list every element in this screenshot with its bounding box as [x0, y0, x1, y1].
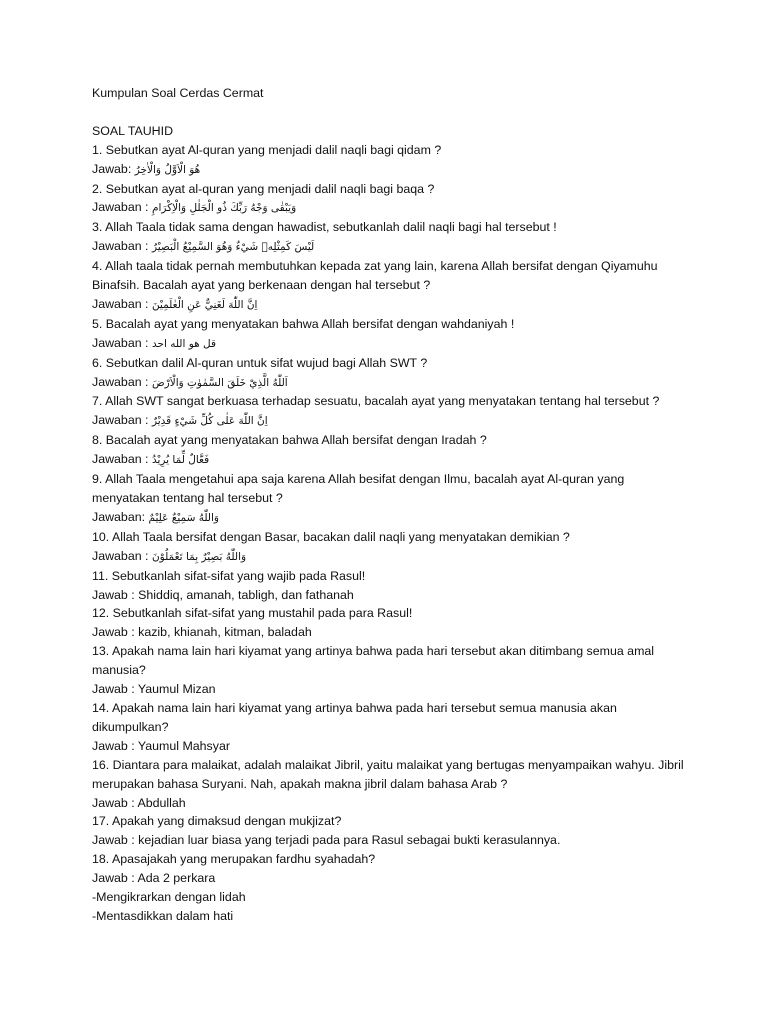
question-8: 8. Bacalah ayat yang menyatakan bahwa Allah bersifat dengan Iradah ?: [92, 433, 487, 448]
arabic-verse: وَاللّٰهُ بَصِيْرٌ بِمَا تَعْمَلُوْنَ: [151, 550, 247, 563]
question-9: 9. Allah Taala mengetahui apa saja karena Allah besifat dengan Ilmu, bacalah ayat Al-quran yang menyatakan tentang hal tersebut ?: [92, 472, 625, 506]
answer-1: [92, 160, 692, 180]
question-14: 14. Apakah nama lain hari kiyamat yang artinya bahwa pada hari tersebut semua manusia akan dikumpulkan?: [92, 700, 617, 734]
arabic-verse: وَيَبْقٰى وَجْهُ رَبِّكَ ذُو الْجَلٰلِ وَالْاِكْرَامِ: [151, 202, 297, 215]
arabic-verse: قل هو الله احد: [151, 337, 217, 350]
arabic-verse: اَللّٰهُ الَّذِيْ خَلَقَ السَّمٰوٰتِ وَالْاَرْضَ: [151, 376, 288, 389]
answer-9: [92, 508, 692, 528]
list-item: -Mengikrarkan dengan lidah: [92, 890, 246, 905]
answer-11: Jawab : Shiddiq, amanah, tabligh, dan fathanah: [92, 587, 354, 602]
answer-13: Jawab : Yaumul Mizan: [92, 682, 216, 697]
list-item: -Mentasdikkan dalam hati: [92, 908, 234, 923]
answer-17: Jawab : kejadian luar biasa yang terjadi pada para Rasul sebagai bukti kerasulannya.: [92, 833, 561, 848]
question-1: 1. Sebutkan ayat Al-quran yang menjadi dalil naqli bagi qidam ?: [92, 142, 442, 157]
arabic-verse: اِنَّ اللّٰهَ عَلٰى كُلِّ شَيْءٍ قَدِيْرٌ: [151, 415, 268, 428]
arabic-verse: وَاللّٰهُ سَمِيْعٌ عَلِيْمٌ: [148, 511, 219, 524]
question-7: 7. Allah SWT sangat berkuasa terhadap sesuatu, bacalah ayat yang menyatakan tentang hal tersebut ?: [92, 394, 660, 409]
question-4: 4. Allah taala tidak pernah membutuhkan kepada zat yang lain, karena Allah bersifat dengan Qiyamuhu Binafsih. Bacalah ayat yang berkenaan dengan hal tersebut ?: [92, 259, 658, 293]
answer-5: [92, 334, 692, 354]
document-title: Kumpulan Soal Cerdas Cermat: [92, 86, 264, 100]
answer-3: [92, 237, 692, 257]
blank-line: [92, 103, 692, 122]
answer-14: Jawab : Yaumul Mahsyar: [92, 738, 230, 753]
question-12: 12. Sebutkanlah sifat-sifat yang mustahil pada para Rasul!: [92, 606, 413, 621]
question-6: 6. Sebutkan dalil Al-quran untuk sifat wujud bagi Allah SWT ?: [92, 355, 428, 370]
answer-4: [92, 295, 692, 315]
answer-label: Jawaban :: [92, 374, 149, 389]
answer-label: Jawab:: [92, 161, 132, 176]
arabic-verse: هُوَ الْاَوَّلُ وَالْاٰخِرُ: [134, 163, 201, 176]
answer-label: Jawaban :: [92, 335, 149, 350]
answer-label: Jawaban :: [92, 413, 149, 428]
section-heading: SOAL TAUHID: [92, 123, 174, 138]
question-18: 18. Apasajakah yang merupakan fardhu syahadah?: [92, 852, 376, 867]
answer-12: Jawab : kazib, khianah, kitman, baladah: [92, 625, 312, 640]
arabic-verse: لَيْسَ كَمِثْلِهٖ شَيْءٌ وَهُوَ السَّمِيْعُ الْبَصِيْرُ: [151, 241, 315, 254]
answer-10: [92, 547, 692, 567]
answer-label: Jawaban :: [92, 548, 149, 563]
answer-7: [92, 411, 692, 431]
answer-label: Jawaban :: [92, 296, 149, 311]
question-2: 2. Sebutkan ayat al-quran yang menjadi dalil naqli bagi baqa ?: [92, 181, 435, 196]
answer-label: Jawaban :: [92, 452, 149, 467]
answer-16: Jawab : Abdullah: [92, 795, 186, 810]
question-5: 5. Bacalah ayat yang menyatakan bahwa Allah bersifat dengan wahdaniyah !: [92, 316, 515, 331]
question-16: 16. Diantara para malaikat, adalah malaikat Jibril, yaitu malaikat yang bertugas menyampaikan wahyu. Jibril merupakan bahasa Suryani. Nah, apakah makna jibril dalam bahasa Arab ?: [92, 757, 684, 791]
answer-label: Jawaban:: [92, 509, 146, 524]
answer-6: [92, 373, 692, 393]
question-17: 17. Apakah yang dimaksud dengan mukjizat?: [92, 814, 342, 829]
question-13: 13. Apakah nama lain hari kiyamat yang artinya bahwa pada hari tersebut akan ditimbang semua amal manusia?: [92, 644, 655, 678]
question-11: 11. Sebutkanlah sifat-sifat yang wajib pada Rasul!: [92, 568, 366, 583]
question-3: 3. Allah Taala tidak sama dengan hawadist, sebutkanlah dalil naqli bagi hal tersebut !: [92, 220, 557, 235]
document-page: [92, 84, 692, 926]
answer-2: [92, 198, 692, 218]
answer-label: Jawaban :: [92, 239, 149, 254]
arabic-verse: اِنَّ اللّٰهَ لَغَنِيٌّ عَنِ الْعٰلَمِيْنَ: [151, 298, 258, 311]
answer-8: [92, 450, 692, 470]
answer-label: Jawaban :: [92, 200, 149, 215]
question-10: 10. Allah Taala bersifat dengan Basar, bacakan dalil naqli yang menyatakan demikian ?: [92, 529, 570, 544]
answer-18: Jawab : Ada 2 perkara: [92, 871, 216, 886]
arabic-verse: فَعَّالٌ لِّمَا يُرِيْدُ: [151, 454, 210, 467]
